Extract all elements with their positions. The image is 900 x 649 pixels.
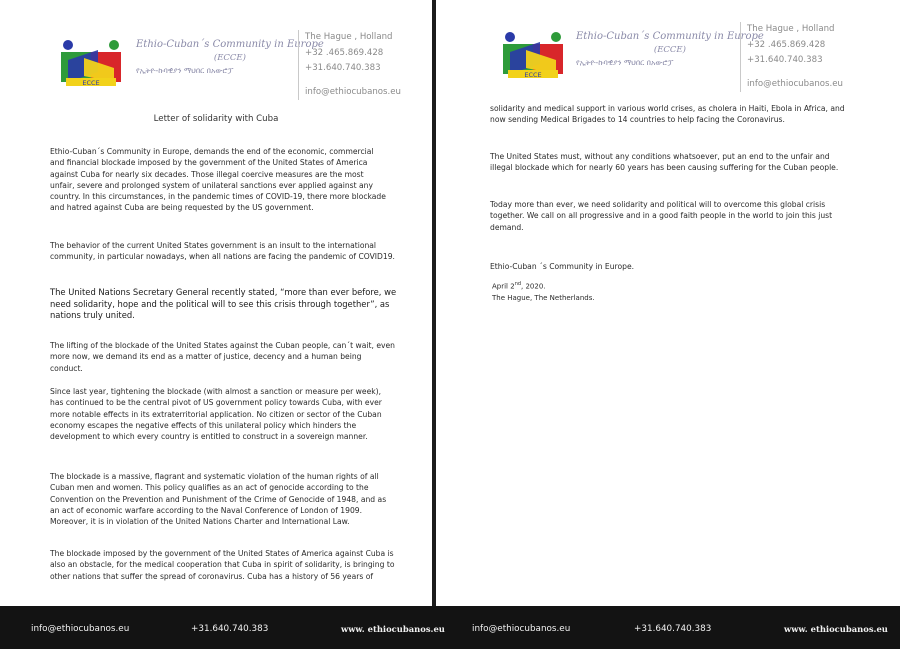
org-amharic-name: የኢትዮ-ኩባዊያን ማህበር በአውሮፓ [136,66,234,75]
org-block [576,31,764,68]
ecce-logo [500,30,566,80]
paragraph: Today more than ever, we need solidarity and political will to overcome this global crisis together. We call on all progressive and in a good faith people in the world to join this just demand. [490,200,833,232]
contact-block [298,30,401,100]
contact-phone-1: +32 .465.869.428 [747,39,826,50]
org-abbreviation: (ECCE) [213,53,246,63]
date-year: , 2020. [521,282,546,291]
footer-phone-right: +31.640.740.383 [634,624,712,634]
org-name: Ethio-Cuban´s Community in Europe [576,31,764,42]
paragraph: The blockade imposed by the government of the United States of America against Cuba is also an obstacle, for the medical cooperation that Cuba in spirit of solidarity, is bringing to other nations that suffer the spread of coronavirus. Cuba has a history of 56 years of [50,549,395,581]
letterhead [0,0,432,95]
letter-date [492,279,546,292]
logo-text: ECCE [524,71,542,79]
contact-city: The Hague , Holland [305,32,393,42]
footer-email-right[interactable]: info@ethiocubanos.eu [472,624,571,634]
paragraph: The behavior of the current United States government is an insult to the international community, in particular nowadays, when all nations are facing the pandemic of COVID19. [50,241,395,262]
contact-phone-2: +31.640.740.383 [305,63,381,73]
letter-place: The Hague, The Netherlands. [492,294,595,302]
contact-city: The Hague , Holland [747,24,835,34]
logo-text: ECCE [82,79,100,87]
date-day: April 2 [492,282,515,291]
org-name: Ethio-Cuban´s Community in Europe [136,39,324,50]
org-block [136,39,324,76]
contact-email: info@ethiocubanos.eu [747,78,843,89]
footer-email-left[interactable]: info@ethiocubanos.eu [31,624,130,634]
contact-phone-1: +32 .465.869.428 [305,47,384,58]
org-abbreviation: (ECCE) [653,45,686,55]
paragraph: Since last year, tightening the blockade (with almost a sanction or measure per week), has continued to be the central pivot of US government policy towards Cuba, with ever more notable effects in its extraterritorial application. No citizen or sector of the Cuban economy escapes the negative effects of this unilateral policy which hinders the development to which every country is entitled to construct in a sovereign manner. [50,387,382,442]
footer-phone-left: +31.640.740.383 [191,624,269,634]
letter-page-1 [0,0,432,606]
org-amharic-name: የኢትዮ-ኩባዊያን ማህበር በአውሮፓ [576,58,674,67]
date-suffix-sup: nd [514,281,522,287]
letter-page-2 [436,0,900,606]
paragraph: The lifting of the blockade of the United States against the Cuban people, can´t wait, even more now, we demand its end as a matter of justice, decency and a human being conduct. [50,341,395,373]
footer-bar [0,606,900,649]
ecce-logo [58,38,124,88]
signature: Ethio-Cuban ´s Community in Europe. [490,262,635,271]
contact-phone-2: +31.640.740.383 [747,55,823,65]
paragraph: The United Nations Secretary General recently stated, “more than ever before, we need solidarity, hope and the political will to see this crisis through together”, as nations truly united. [50,287,397,320]
paragraph: solidarity and medical support in various world crises, as cholera in Haiti, Ebola in Africa, and now sending Medical Brigades to 14 countries to help facing the Coronavirus. [490,104,845,125]
paragraph: The blockade is a massive, flagrant and systematic violation of the human rights of all Cuban men and women. This policy qualifies as an act of genocide according to the Convention on the Prevention and Punishment of the Crime of Genocide of 1948, and as an act of economic warfare according to the Naval Conference of London of 1909. Moreover, it is in violation of the United Nations Charter and International Law. [50,472,387,527]
letterhead [436,0,900,95]
paragraph: The United States must, without any conditions whatsoever, put an end to the unfair and illegal blockade which for nearly 60 years has been causing suffering for the Cuban people. [490,152,839,173]
paragraph: Ethio-Cuban´s Community in Europe, demands the end of the economic, commercial and financial blockade imposed by the government of the United States of America against Cuba for nearly six decades. Those illegal coercive measures are the most unfair, severe and prolonged system of unilateral sanctions ever applied against any country. In this circumstances, in the pandemic times of COVID-19, there more blockade and hatred against Cuba are being requested by the US government. [50,147,386,213]
letter-title: Letter of solidarity with Cuba [153,114,279,124]
contact-email: info@ethiocubanos.eu [305,86,401,97]
footer-website-left[interactable]: www. ethiocubanos.eu [341,624,445,634]
footer-website-right[interactable]: www. ethiocubanos.eu [784,624,888,634]
contact-block [740,22,843,92]
